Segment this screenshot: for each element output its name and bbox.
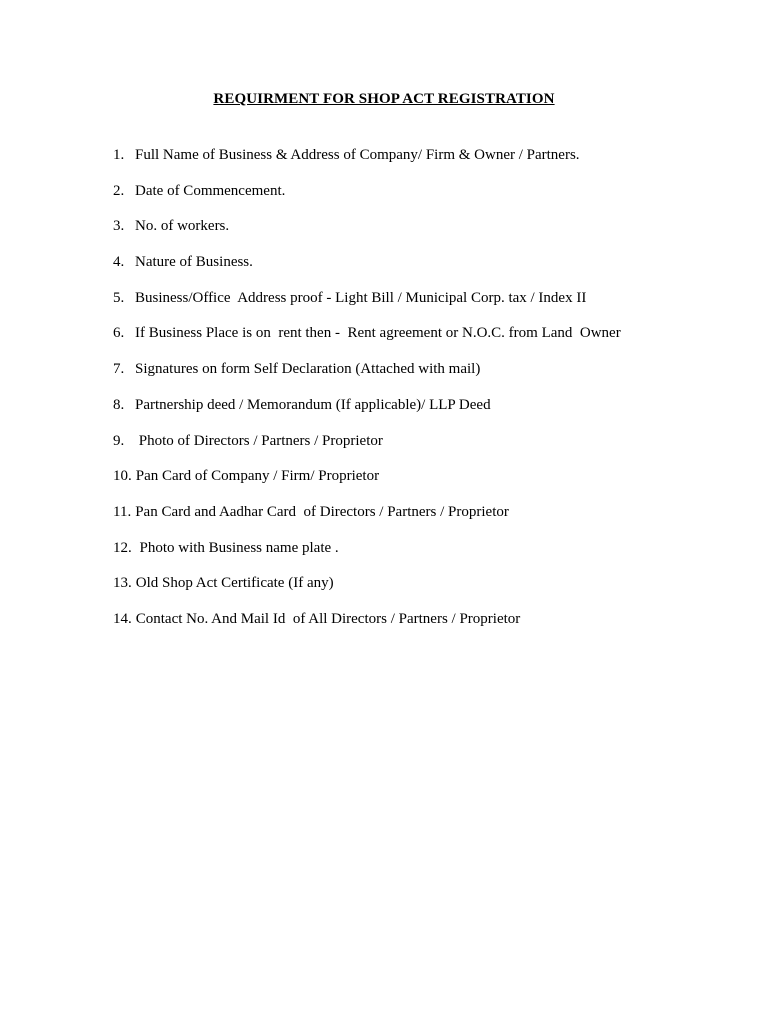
item-text: Pan Card of Company / Firm/ Proprietor <box>135 468 380 485</box>
item-number: 12. <box>113 539 132 556</box>
list-item <box>113 539 621 575</box>
item-text: Old Shop Act Certificate (If any) <box>135 575 334 592</box>
requirements-list <box>113 146 621 646</box>
item-number: 3. <box>113 218 125 235</box>
list-item <box>113 610 621 646</box>
item-text: No. of workers. <box>135 218 230 235</box>
item-text: Photo with Business name plate . <box>135 539 339 556</box>
item-number: 6. <box>113 325 125 342</box>
item-text: Photo of Directors / Partners / Proprietor <box>135 432 383 449</box>
item-number: 9. <box>113 432 125 449</box>
list-item <box>113 574 621 610</box>
list-item <box>113 432 621 468</box>
list-item <box>113 182 621 218</box>
list-item <box>113 396 621 432</box>
list-item <box>113 360 621 396</box>
item-number: 7. <box>113 361 125 378</box>
list-item <box>113 289 621 325</box>
list-item <box>113 467 621 503</box>
item-text: Business/Office Address proof - Light Bill / Municipal Corp. tax / Index II <box>135 289 587 306</box>
document-title: REQUIRMENT FOR SHOP ACT REGISTRATION <box>213 91 555 107</box>
list-item <box>113 217 621 253</box>
item-text: Pan Card and Aadhar Card of Directors / Partners / Proprietor <box>135 503 509 520</box>
item-text: If Business Place is on rent then - Rent agreement or N.O.C. from Land Owner <box>135 325 621 342</box>
item-number: 10. <box>113 468 132 485</box>
item-number: 11. <box>113 503 132 520</box>
item-text: Partnership deed / Memorandum (If applicable)/ LLP Deed <box>135 396 491 413</box>
item-text: Nature of Business. <box>135 254 253 271</box>
item-number: 8. <box>113 396 125 413</box>
list-item <box>113 146 621 182</box>
item-text: Full Name of Business & Address of Company/ Firm & Owner / Partners. <box>135 147 580 163</box>
item-text: Contact No. And Mail Id of All Directors / Partners / Proprietor <box>135 610 521 627</box>
item-text: Date of Commencement. <box>135 182 286 199</box>
item-number: 2. <box>113 182 125 199</box>
item-number: 14. <box>113 610 132 627</box>
item-number: 4. <box>113 254 125 271</box>
item-number: 1. <box>113 147 125 163</box>
list-item <box>113 503 621 539</box>
list-item <box>113 253 621 289</box>
item-text: Signatures on form Self Declaration (Attached with mail) <box>135 361 481 378</box>
list-item <box>113 324 621 360</box>
item-number: 13. <box>113 575 132 592</box>
item-number: 5. <box>113 289 125 306</box>
